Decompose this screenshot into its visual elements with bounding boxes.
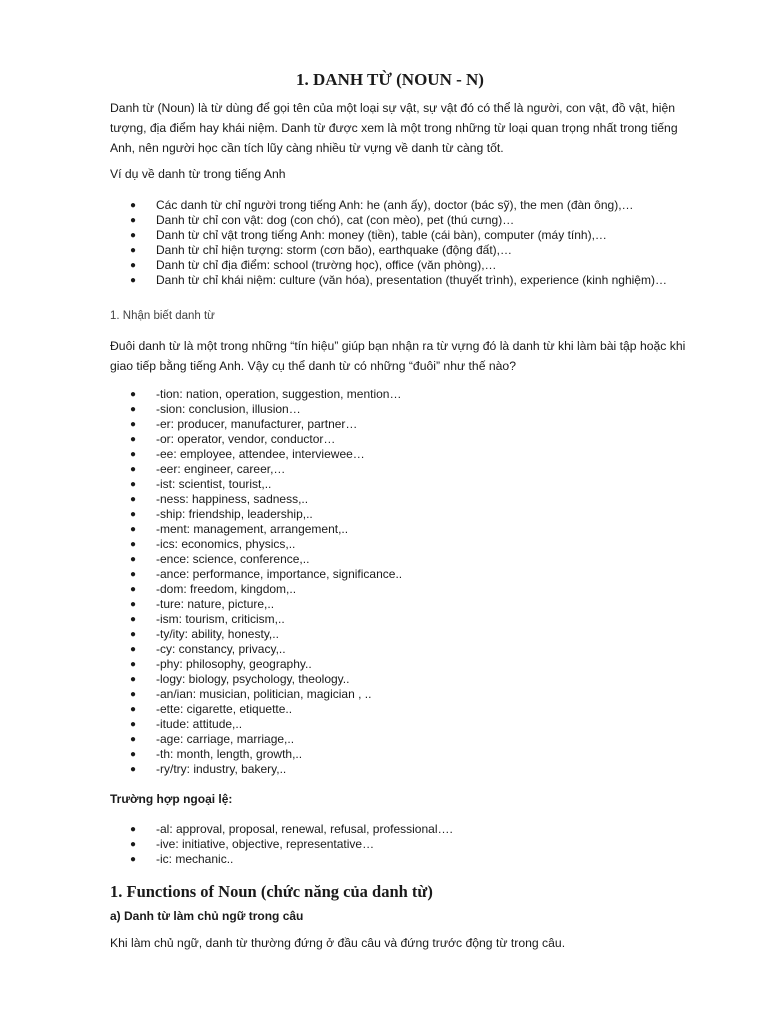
bullet-icon: ● [130, 584, 137, 595]
example-item [130, 228, 700, 243]
exception-item [130, 822, 700, 837]
bullet-icon: ● [130, 215, 137, 226]
bullet-icon: ● [130, 464, 137, 475]
example-item-text: Danh từ chỉ khái niệm: culture (văn hóa), presentation (thuyết trình), experience (kinh nghiệm)… [156, 273, 667, 287]
suffix-item [130, 672, 700, 687]
suffix-item [130, 492, 700, 507]
suffix-item-text: -ee: employee, attendee, interviewee… [156, 447, 365, 461]
suffix-item-text: -ism: tourism, criticism,.. [156, 612, 285, 626]
bullet-icon: ● [130, 554, 137, 565]
bullet-icon: ● [130, 479, 137, 490]
functions-subheading-a: a) Danh từ làm chủ ngữ trong câu [110, 909, 304, 923]
bullet-icon: ● [130, 854, 137, 865]
suffix-item [130, 747, 700, 762]
suffix-item [130, 402, 700, 417]
intro-paragraph [110, 98, 700, 158]
suffix-item [130, 627, 700, 642]
suffix-item-text: -sion: conclusion, illusion… [156, 402, 301, 416]
exception-item [130, 852, 700, 867]
intro-line-3: Anh, nên người học cần tích lũy càng nhiều từ vựng về danh từ càng tốt. [110, 141, 504, 155]
example-item [130, 258, 700, 273]
suffix-item [130, 432, 700, 447]
bullet-icon: ● [130, 614, 137, 625]
suffix-item [130, 507, 700, 522]
bullet-icon: ● [130, 644, 137, 655]
bullet-icon: ● [130, 674, 137, 685]
bullet-icon: ● [130, 449, 137, 460]
bullet-icon: ● [130, 839, 137, 850]
example-item [130, 198, 700, 213]
bullet-icon: ● [130, 569, 137, 580]
suffix-item-text: -itude: attitude,.. [156, 717, 243, 731]
suffix-item-text: -dom: freedom, kingdom,.. [156, 582, 297, 596]
suffix-item-text: -age: carriage, marriage,.. [156, 732, 295, 746]
suffix-item [130, 417, 700, 432]
suffix-item [130, 387, 700, 402]
example-item [130, 243, 700, 258]
example-item-text: Danh từ chỉ địa điểm: school (trường học), office (văn phòng),… [156, 258, 497, 272]
bullet-icon: ● [130, 230, 137, 241]
section-heading-identify: 1. Nhận biết danh từ [110, 310, 215, 322]
suffix-item-text: -ness: happiness, sadness,.. [156, 492, 309, 506]
functions-paragraph: Khi làm chủ ngữ, danh từ thường đứng ở đầu câu và đứng trước động từ trong câu. [110, 936, 566, 950]
bullet-icon: ● [130, 824, 137, 835]
suffix-item-text: -or: operator, vendor, conductor… [156, 432, 336, 446]
suffix-item [130, 702, 700, 717]
suffix-item-text: -tion: nation, operation, suggestion, mention… [156, 387, 402, 401]
suffix-item [130, 522, 700, 537]
bullet-icon: ● [130, 749, 137, 760]
bullet-icon: ● [130, 629, 137, 640]
suffix-item-text: -ship: friendship, leadership,.. [156, 507, 313, 521]
suffix-item [130, 687, 700, 702]
suffix-item [130, 732, 700, 747]
suffix-item [130, 762, 700, 777]
bullet-icon: ● [130, 245, 137, 256]
intro-line-2: tượng, địa điểm hay khái niệm. Danh từ được xem là một trong những từ loại quan trọng nhất trong tiếng [110, 121, 678, 135]
suffix-item [130, 657, 700, 672]
example-item [130, 213, 700, 228]
example-item [130, 273, 700, 288]
suffix-item-text: -ist: scientist, tourist,.. [156, 477, 272, 491]
bullet-icon: ● [130, 764, 137, 775]
suffix-item-text: -eer: engineer, career,… [156, 462, 286, 476]
exceptions-list [130, 822, 700, 867]
suffix-item [130, 582, 700, 597]
bullet-icon: ● [130, 434, 137, 445]
suffix-item-text: -ment: management, arrangement,.. [156, 522, 349, 536]
identify-line-1: Đuôi danh từ là một trong những “tín hiệu” giúp bạn nhận ra từ vựng đó là danh từ khi làm bài tập hoặc khi [110, 339, 686, 353]
examples-list [130, 198, 700, 288]
suffix-item [130, 537, 700, 552]
suffix-item [130, 717, 700, 732]
exceptions-label: Trường hợp ngoại lệ: [110, 792, 233, 806]
bullet-icon: ● [130, 659, 137, 670]
suffix-item-text: -ence: science, conference,.. [156, 552, 310, 566]
suffix-item-text: -cy: constancy, privacy,.. [156, 642, 286, 656]
exception-item-text: -al: approval, proposal, renewal, refusal, professional…. [156, 822, 453, 836]
suffix-item-text: -er: producer, manufacturer, partner… [156, 417, 358, 431]
example-item-text: Danh từ chỉ vật trong tiếng Anh: money (tiền), table (cái bàn), computer (máy tính),… [156, 228, 607, 242]
suffix-list [130, 387, 700, 777]
suffix-item [130, 462, 700, 477]
suffix-item-text: -ty/ity: ability, honesty,.. [156, 627, 279, 641]
suffix-item-text: -an/ian: musician, politician, magician , .. [156, 687, 372, 701]
bullet-icon: ● [130, 734, 137, 745]
suffix-item [130, 567, 700, 582]
suffix-item-text: -ture: nature, picture,.. [156, 597, 275, 611]
suffix-item-text: -phy: philosophy, geography.. [156, 657, 312, 671]
bullet-icon: ● [130, 509, 137, 520]
bullet-icon: ● [130, 260, 137, 271]
identify-line-2: giao tiếp bằng tiếng Anh. Vậy cụ thể danh từ có những “đuôi” như thế nào? [110, 359, 516, 373]
exception-item [130, 837, 700, 852]
bullet-icon: ● [130, 389, 137, 400]
bullet-icon: ● [130, 404, 137, 415]
bullet-icon: ● [130, 524, 137, 535]
examples-label: Ví dụ về danh từ trong tiếng Anh [110, 167, 286, 181]
suffix-item [130, 642, 700, 657]
example-item-text: Các danh từ chỉ người trong tiếng Anh: he (anh ấy), doctor (bác sỹ), the men (đàn ông),… [156, 198, 634, 212]
example-item-text: Danh từ chỉ hiện tượng: storm (cơn bão), earthquake (động đất),… [156, 243, 512, 257]
document-title: 1. DANH TỪ (NOUN - N) [296, 70, 484, 89]
bullet-icon: ● [130, 200, 137, 211]
bullet-icon: ● [130, 539, 137, 550]
suffix-item [130, 597, 700, 612]
bullet-icon: ● [130, 689, 137, 700]
suffix-item [130, 612, 700, 627]
bullet-icon: ● [130, 494, 137, 505]
bullet-icon: ● [130, 275, 137, 286]
identify-paragraph [110, 336, 700, 376]
bullet-icon: ● [130, 704, 137, 715]
suffix-item-text: -th: month, length, growth,.. [156, 747, 303, 761]
exception-item-text: -ive: initiative, objective, representative… [156, 837, 375, 851]
suffix-item-text: -ry/try: industry, bakery,.. [156, 762, 287, 776]
suffix-item-text: -ette: cigarette, etiquette.. [156, 702, 293, 716]
bullet-icon: ● [130, 719, 137, 730]
intro-line-1: Danh từ (Noun) là từ dùng để gọi tên của một loại sự vật, sự vật đó có thể là người, con vật, đồ vật, hiện [110, 101, 676, 115]
exception-item-text: -ic: mechanic.. [156, 852, 234, 866]
functions-heading: 1. Functions of Noun (chức năng của danh từ) [110, 882, 433, 901]
suffix-item-text: -logy: biology, psychology, theology.. [156, 672, 350, 686]
suffix-item [130, 552, 700, 567]
suffix-item [130, 447, 700, 462]
suffix-item [130, 477, 700, 492]
suffix-item-text: -ance: performance, importance, significance.. [156, 567, 403, 581]
suffix-item-text: -ics: economics, physics,.. [156, 537, 296, 551]
bullet-icon: ● [130, 599, 137, 610]
example-item-text: Danh từ chỉ con vật: dog (con chó), cat (con mèo), pet (thú cưng)… [156, 213, 515, 227]
bullet-icon: ● [130, 419, 137, 430]
